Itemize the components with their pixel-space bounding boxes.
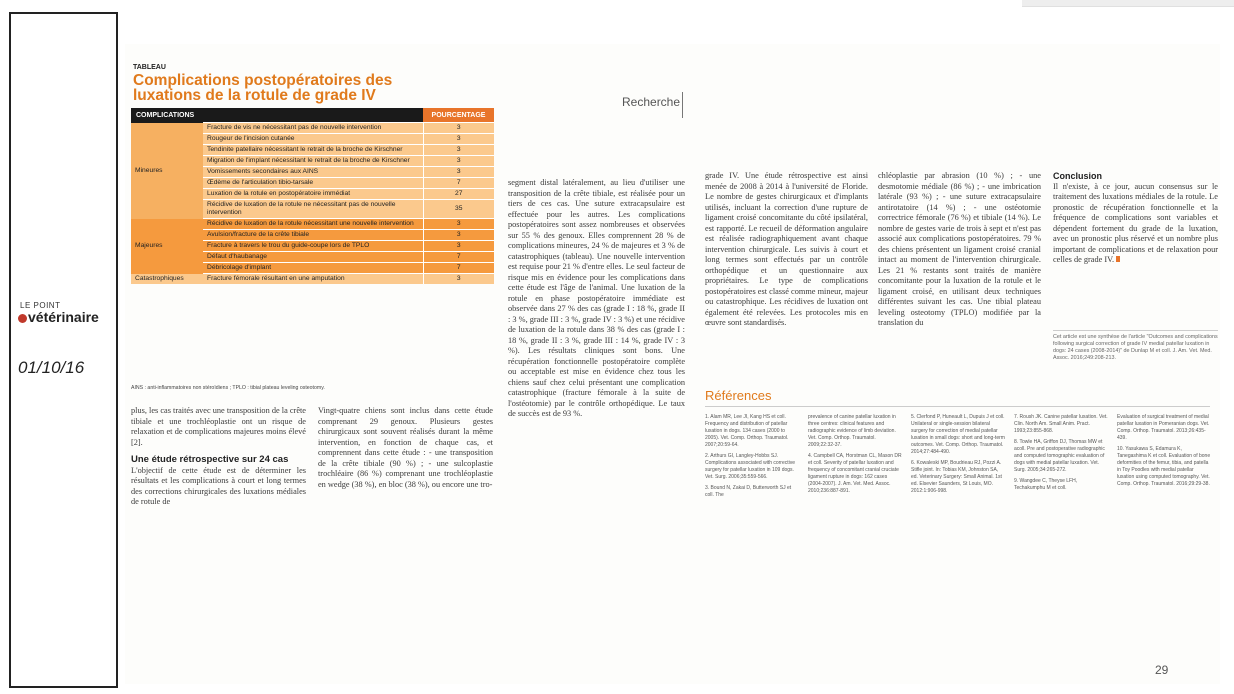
complication-cell: Fracture à travers le trou du guide-coupe lors de TPLO (203, 241, 423, 252)
logo-dot-icon (18, 314, 27, 323)
percentage-cell: 3 (423, 123, 494, 134)
references-column-1 (705, 414, 800, 499)
percentage-cell: 35 (423, 200, 494, 219)
reference-item: 1. Alam MR, Lee JI, Kang HS et coll. Frequency and distribution of patellar luxation in dogs. 134 cases (2000 to 2005). Vet. Comp. Orthop. Traumatol. 2007;20:59-64. (705, 414, 789, 448)
category-cell: Catastrophiques (131, 274, 203, 285)
complication-cell: Avulsion/fracture de la crête tibiale (203, 230, 423, 241)
col-header-complications: COMPLICATIONS (131, 108, 423, 123)
complications-table (131, 108, 494, 284)
table-label: TABLEAU (133, 64, 166, 71)
references-column-2 (808, 414, 903, 495)
conclusion-column (1053, 171, 1218, 266)
logo-text: vétérinaire (28, 309, 99, 325)
percentage-cell: 3 (423, 145, 494, 156)
text-column-3 (508, 178, 685, 420)
text-column-4 (705, 171, 868, 329)
percentage-cell: 3 (423, 274, 494, 285)
top-toolbar-strip (1022, 0, 1234, 7)
percentage-cell: 3 (423, 167, 494, 178)
complication-cell: Récidive de luxation de la rotule nécessitant une nouvelle intervention (203, 219, 423, 230)
text-column-2 (318, 406, 493, 490)
logo-supertitle: LE POINT (20, 301, 61, 310)
paragraph: plus, les cas traités avec une transposition de la crête tibiale et une trochléoplastie ont un risque de relaxation et de complications majeures moins élevé [2]. (131, 406, 306, 447)
category-cell: Mineures (131, 123, 203, 219)
percentage-cell: 7 (423, 178, 494, 189)
complication-cell: Luxation de la rotule en postopératoire immédiat (203, 189, 423, 200)
table-row (131, 274, 494, 285)
references-title: Références (705, 388, 772, 403)
reference-item: 10. Yasukawa S, Edamura K, Tanegashima K et coll. Evaluation of bone deformities of the femur, tibia, and patella in Toy Poodles with medial patellar luxation using computed tomography. Vet. Comp. Orthop. Traumatol. 2016;29:29-38. (1117, 446, 1211, 487)
publication-date: 01/10/16 (18, 358, 85, 377)
sidebar-panel (9, 12, 118, 688)
complication-cell: Vomissements secondaires aux AINS (203, 167, 423, 178)
references-column-4 (1014, 414, 1109, 492)
paragraph: L'objectif de cette étude est de déterminer les résultats et les complications à court et long termes des corrections chirurgicales des luxations médiales de rotule de (131, 465, 306, 506)
section-divider (682, 92, 683, 118)
references-column-5 (1117, 414, 1212, 488)
percentage-cell: 7 (423, 252, 494, 263)
reference-item: 2. Arthurs GI, Langley-Hobbs SJ. Complications associated with corrective surgery for patellar luxation in 109 dogs. Vet. Surg. 2006;35:559-566. (705, 453, 796, 480)
reference-item: 5. Clerfond P, Huneault L, Dupuis J et coll. Unilateral or single-session bilateral surgery for correction of medial patellar luxation in small dogs: short and long-term outcomes. Vet. Comp. Orthop. Traumatol. 2014;27:484-490. (911, 414, 1005, 455)
reference-item: prevalence of canine patellar luxation in three centres: clinical features and radiographic evidence of limb deviation. Vet. Comp. Orthop. Traumatol. 2009;22:32-37. (808, 414, 896, 448)
page-number: 29 (1155, 663, 1169, 677)
section-heading: Une étude rétrospective sur 24 cas (131, 454, 289, 465)
text-column-5 (878, 171, 1041, 329)
abstract-divider (1053, 330, 1218, 331)
paragraph: chléoplastie par abrasion (10 %) ; - une desmotomie médiale (86 %) ; - une imbrication latérale (93 %) ; - une suture extracapsulaire antirotatoire (14 %) ; - une ostéotomie correctrice fémorale (76 %) et tibiale (14 %). Le nombre de gestes varie de trois à sept et n'est pas associé aux complications postopératoires. 79 % des chiens présentent un ligament croisé cranial intact au moment de l'intervention chirurgicale. Les 21 % restants sont traités de manière concomitante pour la luxation de la rotule et le ligament croisé, en utilisant deux techniques différentes suivant les cas. Une tibial plateau leveling osteotomy (TPLO) modifiée par la translation du (878, 171, 1041, 327)
end-marker-icon (1116, 256, 1120, 262)
conclusion-text: Il n'existe, à ce jour, aucun consensus sur le traitement des luxations médiales de la rotule. Le pronostic de récupération fonctionnelle et la fréquence de complications sont variables et dépendent fortement du grade de la luxation, avec un pronostic plus réservé et un nombre plus important de complications et de relaxation pour celles de grade IV. (1053, 181, 1218, 264)
references-divider (705, 406, 1210, 407)
paragraph: segment distal latéralement, au lieu d'utiliser une transposition de la crête tibiale, est réalisée pour un tiers de ces cas. Une suture extracapsulaire est effectuée pour les autres. Les complications postopératoires sont assez nombreuses et observées sur 55 % des genoux. Elles comprennent 28 % de complications mineures, 24 % de majeures et 3 % de catastrophiques (tableau). Une nouvelle intervention est requise pour 21 % d'entre elles. Le seul facteur de risque mis en évidence pour les complications dans cette étude est l'âge de l'animal. Une luxation de la rotule en phase postopératoire immédiate est observée dans 27 % des cas (grade I : 18 %, grade II : 3 %, grade III : 3 %, grade IV : 3 %) et une récidive de luxation de la rotule dans 38 % des cas (grade I : 18 %, grade II : 3 %, grade III : 14 %, grade IV : 3 %). Les résultats cliniques sont bons. Une récupération fonctionnelle postopératoire complète ou acceptable est mise en évidence chez tous les chiens sauf chez celui présentant une complication catastrophique (fracture fémorale à la suite de l'ostéotomie) par le contrôle orthopédique. Le taux de succès est de 93 %. (508, 178, 685, 418)
complication-cell: Défaut d'haubanage (203, 252, 423, 263)
paragraph: Vingt-quatre chiens sont inclus dans cette étude comprenant 29 genoux. Plusieurs gestes chirurgicaux sont souvent réalisés durant la même intervention, en fonction de chaque cas, et comprennent dans cette étude : - une transposition de la crête tibiale (90 %) ; - une sulcoplastie trochléaire (86 %) comprenant une trochléoplastie en wedge (38 %), en bloc (38 %), ou encore une tro- (318, 406, 493, 489)
reference-item: 4. Campbell CA, Horstman CL, Mason DR et coll. Severity of patellar luxation and frequency of concomitant cranial cruciate ligament rupture in dogs: 162 cases (2004-2007). J. Am. Vet. Med. Assoc. 2010;236:887-891. (808, 453, 902, 494)
section-header: Recherche (622, 95, 681, 109)
percentage-cell: 3 (423, 156, 494, 167)
references-column-3 (911, 414, 1006, 495)
source-abstract: Cet article est une synthèse de l'article "Outcomes and complications following surgical correction of grade IV medial patellar luxation in dogs: 24 cases (2008-2014)" de Dunlap M et coll. J. Am. Vet. Med. Assoc. 2016;249:208-213. (1053, 334, 1218, 361)
percentage-cell: 3 (423, 230, 494, 241)
conclusion-heading: Conclusion (1053, 171, 1102, 181)
reference-item: 9. Wangdee C, Theyse LFH, Techakumphu M et coll. (1014, 478, 1078, 491)
complication-cell: Récidive de luxation de la rotule ne nécessitant pas de nouvelle intervention (203, 200, 423, 219)
col-header-pourcentage: POURCENTAGE (423, 108, 494, 123)
complication-cell: Fracture de vis ne nécessitant pas de nouvelle intervention (203, 123, 423, 134)
text-column-1 (131, 406, 306, 508)
complication-cell: Débricolage d'implant (203, 263, 423, 274)
table-title: Complications postopératoires des luxations de la rotule de grade IV (133, 72, 393, 104)
complication-cell: Rougeur de l'incision cutanée (203, 134, 423, 145)
percentage-cell: 3 (423, 219, 494, 230)
complication-cell: Tendinite patellaire nécessitant le retrait de la broche de Kirschner (203, 145, 423, 156)
percentage-cell: 27 (423, 189, 494, 200)
journal-logo (18, 309, 99, 325)
percentage-cell: 3 (423, 134, 494, 145)
reference-item: 7. Roush JK. Canine patellar luxation. Vet. Clin. North Am. Small Anim. Pract. 1993;23:855-868. (1014, 414, 1108, 434)
paragraph: grade IV. Une étude rétrospective est ainsi menée de 2008 à 2014 à l'université de Floride. Le nombre de gestes chirurgicaux et d'implants utilisés, incluant la correction d'une rupture de ligament croisé concomitante du côté ipsilatéral, est rapporté. Le recueil de déformation angulaire est réalisée radiographiquement avant chaque intervention chirurgicale. Les suivis à court et long termes sont effectués par un contrôle orthopédique et un questionnaire aux propriétaires. Le type de complications postopératoires est classé comme mineur, majeur ou catastrophique. Les récidives de luxation ont également été relevées. Les protocoles mis en œuvre sont standardisés. (705, 171, 868, 327)
reference-item: 6. Kowaleski MP, Boudrieau RJ, Pozzi A. Stifle joint. In: Tobias KM, Johnston SA, ed. Veterinary Surgery: Small Animal. 1st ed. Elsevier Saunders, St Louis, MO. 2012:1:906-998. (911, 460, 1002, 494)
complication-cell: Fracture fémorale résultant en une amputation (203, 274, 423, 285)
percentage-cell: 3 (423, 241, 494, 252)
reference-item: 3. Bound N, Zakai D, Butterworth SJ et coll. The (705, 485, 792, 498)
category-cell: Majeures (131, 219, 203, 274)
reference-item: 8. Towle HA, Griffon DJ, Thomas MW et acoll. Pre and postoperative radiographic and computed tomographic evaluation of dogs with medial patellar luxation. Vet. Surg. 2005;34:265-272. (1014, 439, 1105, 473)
complication-cell: Migration de l'implant nécessitant le retrait de la broche de Kirschner (203, 156, 423, 167)
complication-cell: Œdème de l'articulation tibio-tarsale (203, 178, 423, 189)
table-row (131, 219, 494, 230)
table-footnote: AINS : anti-inflammatoires non stéroïdiens ; TPLO : tibial plateau leveling osteotomy. (131, 385, 325, 391)
table-row (131, 123, 494, 134)
percentage-cell: 7 (423, 263, 494, 274)
reference-item: Evaluation of surgical treatment of medial patellar luxation in Pomeranian dogs. Vet. Comp. Orthop. Traumatol. 2013;26:435-439. (1117, 414, 1210, 441)
